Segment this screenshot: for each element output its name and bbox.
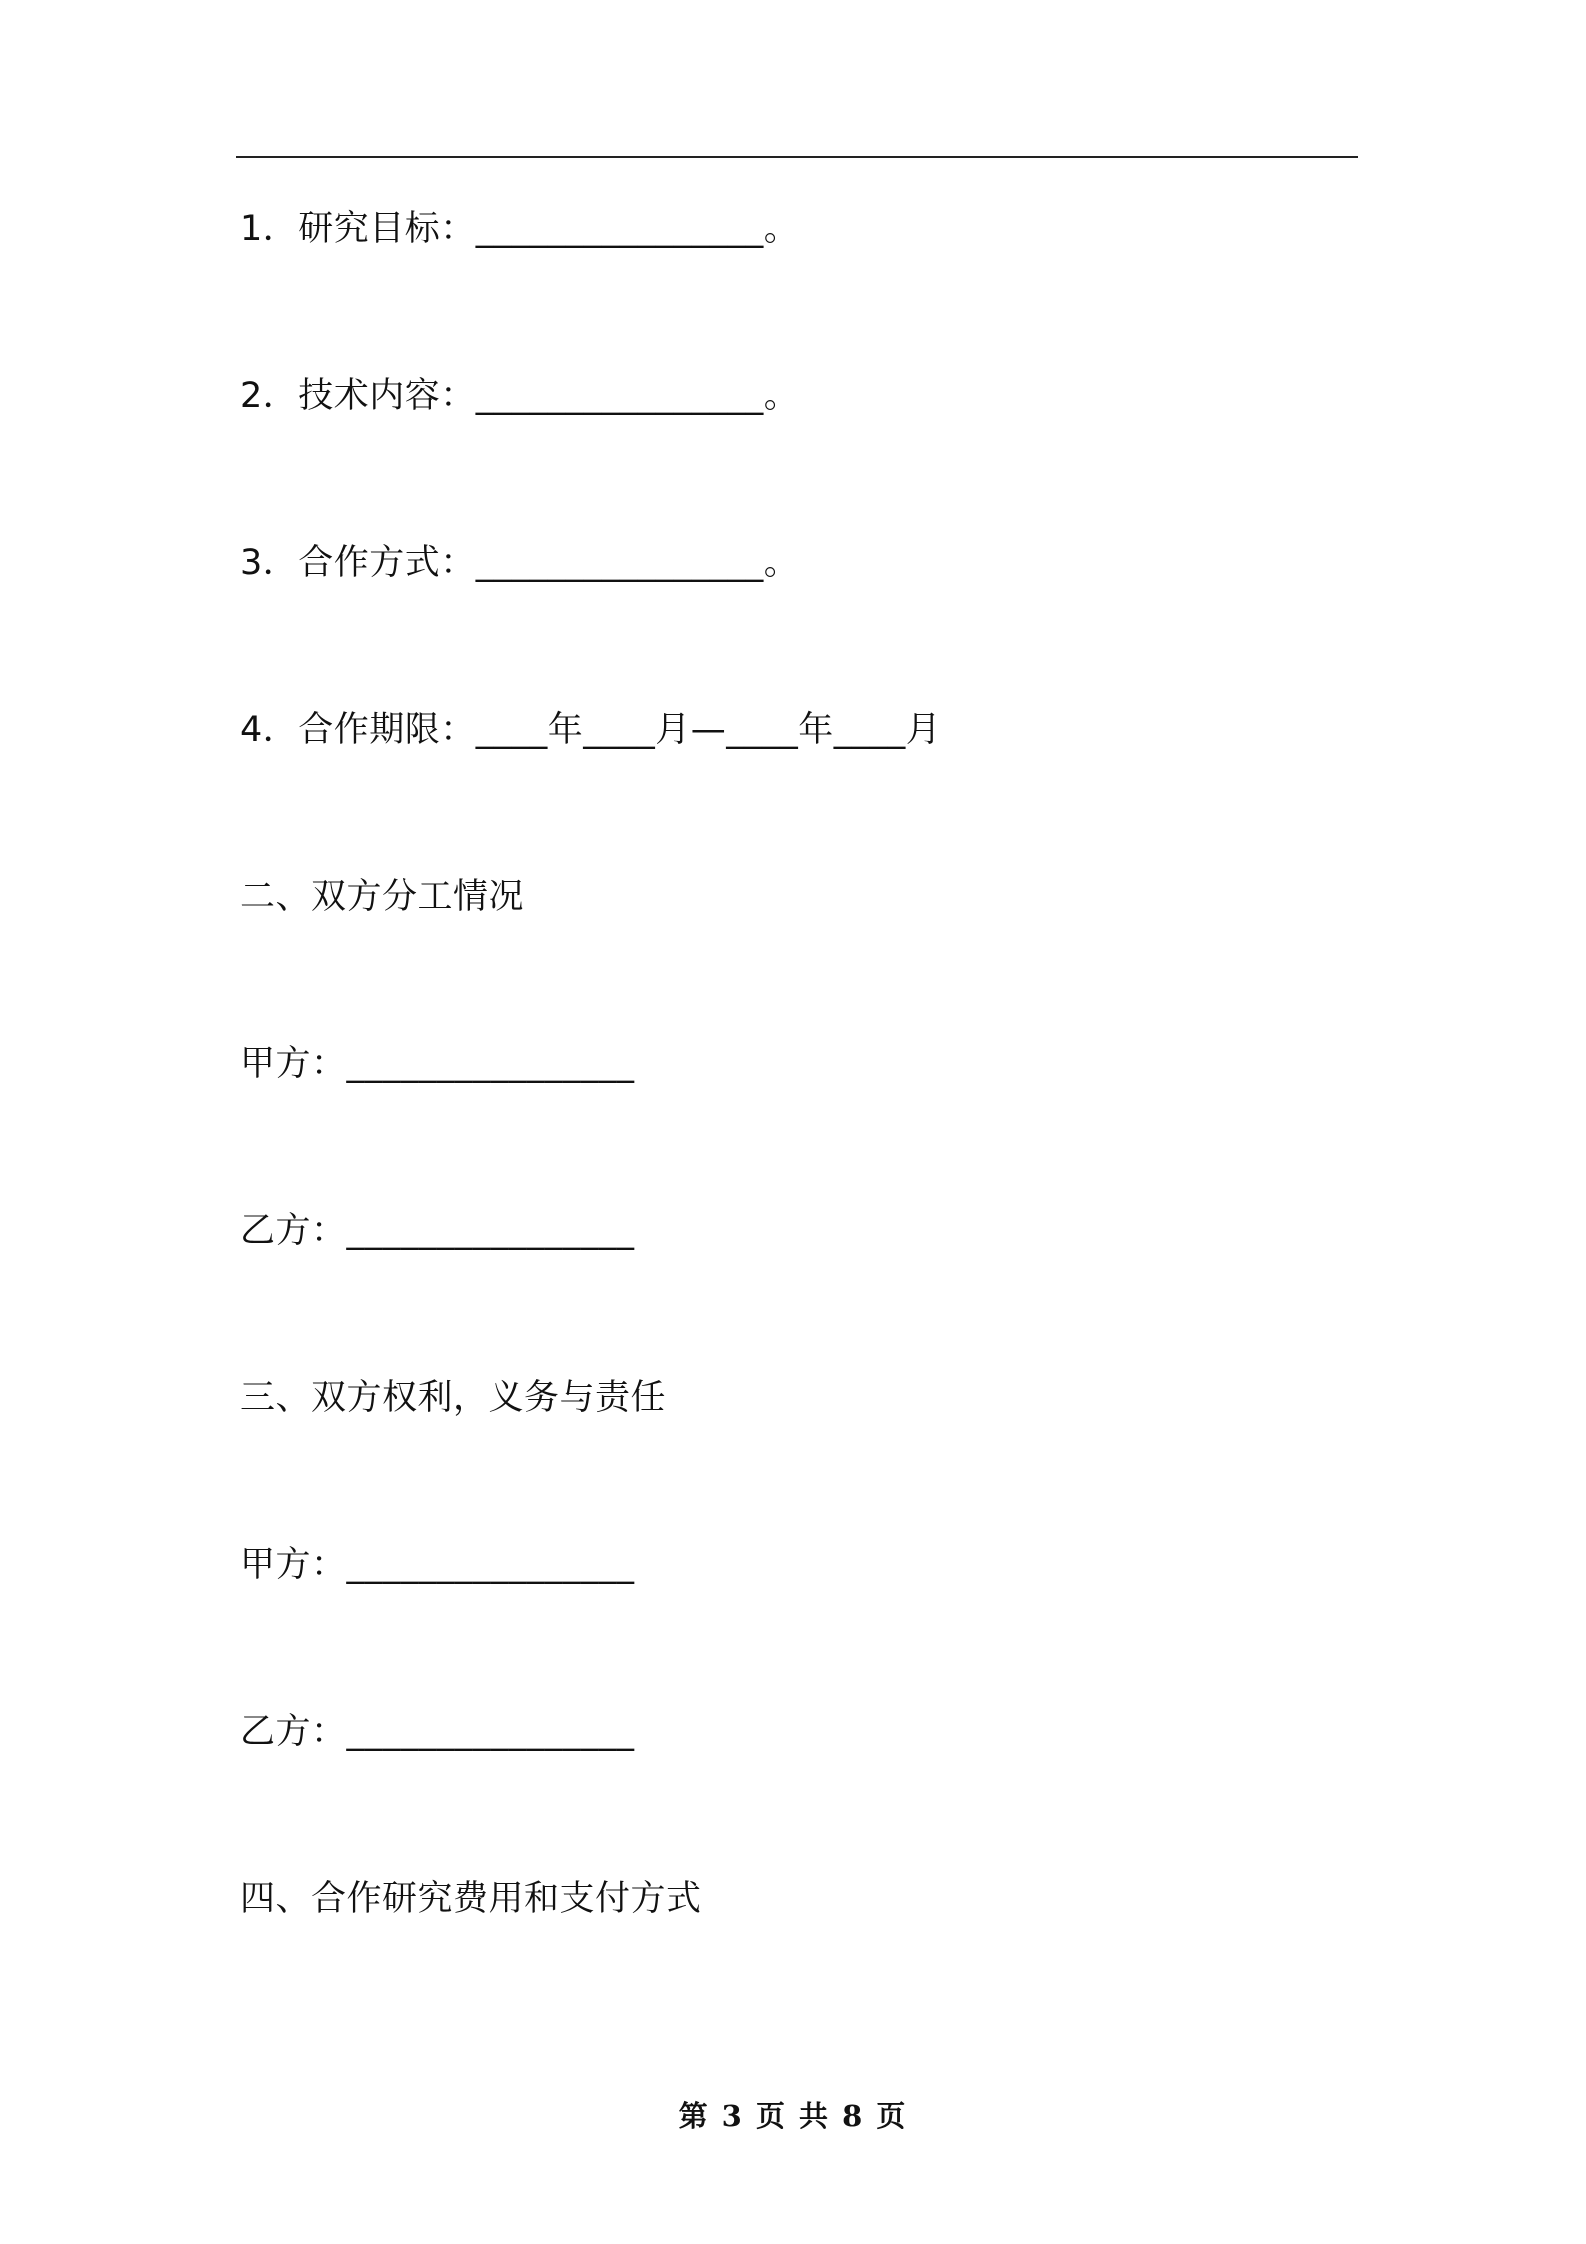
item-technical-content: 2．技术内容：________________。 — [240, 376, 800, 416]
header-rule — [236, 156, 1358, 158]
item-research-goal: 1．研究目标：________________。 — [240, 209, 800, 249]
item-cooperation-period: 4．合作期限：____年____月—____年____月 — [240, 710, 942, 750]
party-b-division-line: 乙方：________________ — [240, 1211, 635, 1251]
party-a-division-line: 甲方：________________ — [240, 1044, 635, 1084]
item-cooperation-method: 3．合作方式：________________。 — [240, 543, 800, 583]
section-heading-division-of-work: 二、双方分工情况 — [240, 877, 525, 917]
party-b-rights-line: 乙方：________________ — [240, 1712, 635, 1752]
section-heading-fees-payment: 四、合作研究费用和支付方式 — [240, 1879, 702, 1919]
page-number-footer: 第 3 页 共 8 页 — [678, 2099, 908, 2133]
section-heading-rights-obligations: 三、双方权利，义务与责任 — [240, 1378, 667, 1418]
party-a-rights-line: 甲方：________________ — [240, 1545, 635, 1585]
